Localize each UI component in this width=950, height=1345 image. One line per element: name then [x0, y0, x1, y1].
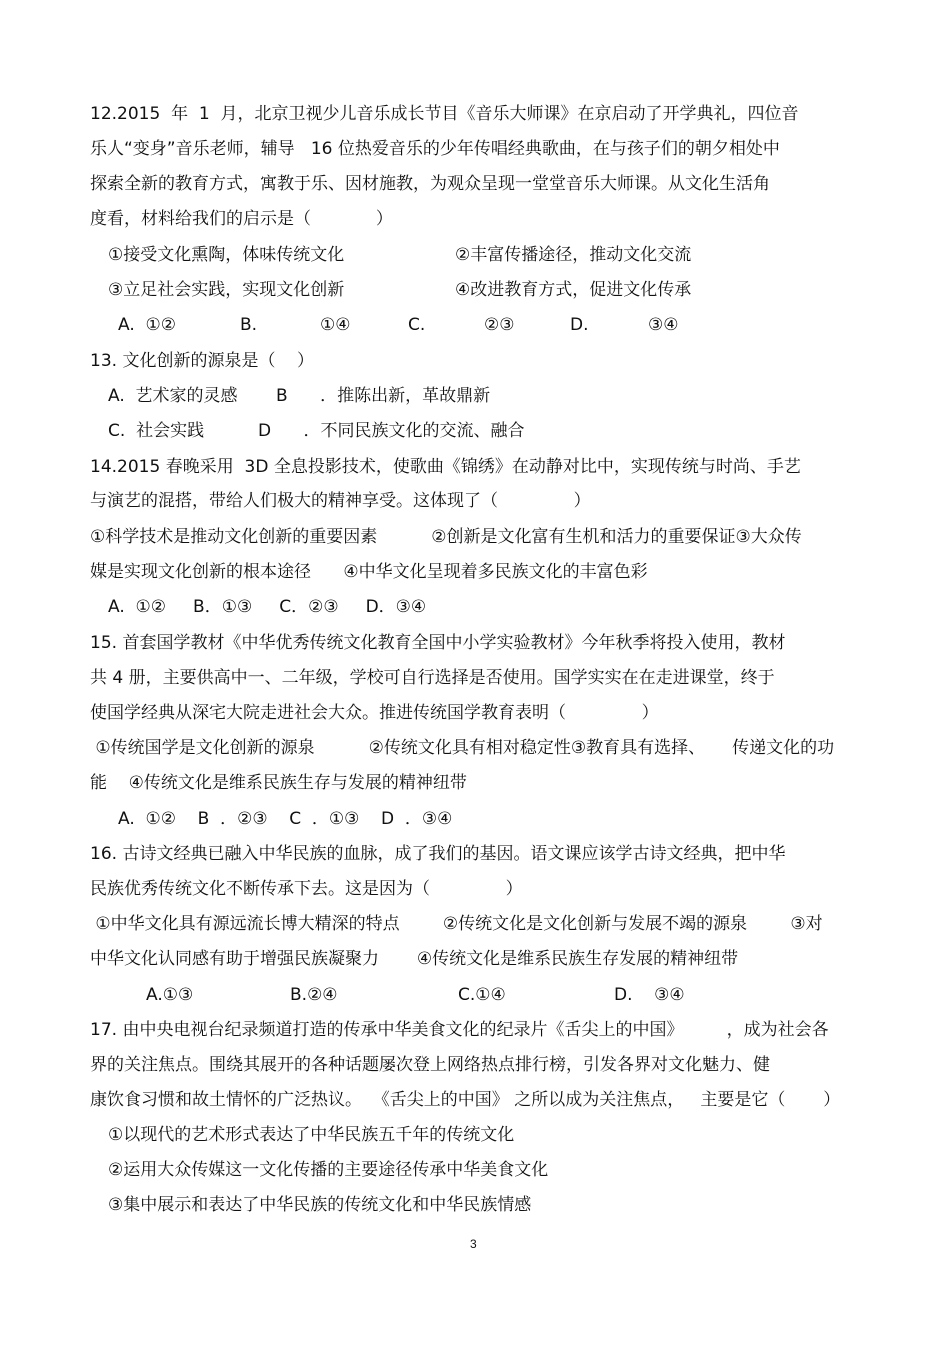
q12-option-c-value: ②③ — [484, 315, 515, 335]
q14-stem-line-2: 与演艺的混搭，带给人们极大的精神享受。这体现了（ ） — [90, 491, 591, 511]
q12-stem-line-3: 探索全新的教育方式，寓教于乐、因材施教，为观众呈现一堂堂音乐大师课。从文化生活角 — [90, 174, 770, 194]
q13-stem: 13. 文化创新的源泉是（ ） — [90, 351, 315, 371]
q15-stem-line-5: 能 ④传统文化是维系民族生存与发展的精神纽带 — [90, 773, 467, 793]
q12-statement-1: ①接受文化熏陶，体味传统文化 — [108, 245, 345, 265]
q12-stem-line-4: 度看，材料给我们的启示是（ ） — [90, 209, 393, 229]
q12-option-b-value: ①④ — [320, 315, 351, 335]
q13-option-a: A. 艺术家的灵感 — [108, 386, 238, 406]
q16-option-c: C.①④ — [458, 985, 506, 1005]
q12-option-d-value: ③④ — [648, 315, 679, 335]
q12-option-c-label: C. — [408, 315, 426, 335]
q12-option-b-label: B. — [240, 315, 258, 335]
q15-stem-line-4: ①传统国学是文化创新的源泉 ②传统文化具有相对稳定性③教育具有选择、 传递文化的功 — [90, 738, 835, 758]
q16-option-b: B.②④ — [290, 985, 338, 1005]
q15-options: A. ①② B ．②③ C ．①③ D ．③④ — [118, 809, 453, 829]
q15-stem-line-1: 15. 首套国学教材《中华优秀传统文化教育全国中小学实验教材》今年秋季将投入使用，教材 — [90, 633, 786, 653]
q12-option-a: A. ①② — [118, 315, 177, 335]
q12-statement-2: ②丰富传播途径，推动文化交流 — [455, 245, 692, 265]
q14-stem-line-3: ①科学技术是推动文化创新的重要因素 ②创新是文化富有生机和活力的重要保证③大众传 — [90, 527, 802, 547]
q13-option-d: D ．不同民族文化的交流、融合 — [258, 421, 525, 441]
q16-stem-line-2: 民族优秀传统文化不断传承下去。这是因为（ ） — [90, 879, 523, 899]
q12-stem-line-1: 12.2015 年 1 月，北京卫视少儿音乐成长节目《音乐大师课》在京启动了开学典礼，四位音 — [90, 104, 799, 124]
q17-stem-line-3: 康饮食习惯和故土情怀的广泛热议。 《舌尖上的中国》 之所以成为关注焦点， 主要是它（ ） — [90, 1090, 841, 1110]
q17-statement-3: ③集中展示和表达了中华民族的传统文化和中华民族情感 — [108, 1195, 532, 1215]
page-number: 3 — [470, 1237, 477, 1251]
q16-option-a: A.①③ — [146, 985, 194, 1005]
q17-statement-2: ②运用大众传媒这一文化传播的主要途径传承中华美食文化 — [108, 1160, 549, 1180]
q17-stem-line-2: 界的关注焦点。围绕其展开的各种话题屡次登上网络热点排行榜，引发各界对文化魅力、健 — [90, 1055, 770, 1075]
q14-stem-line-1: 14.2015 春晚采用 3D 全息投影技术，使歌曲《锦绣》在动静对比中，实现传统与时尚、手艺 — [90, 457, 801, 477]
q16-stem-line-3: ①中华文化具有源远流长博大精深的特点 ②传统文化是文化创新与发展不竭的源泉 ③对 — [90, 914, 823, 934]
q14-options: A. ①② B．①③ C．②③ D．③④ — [108, 597, 427, 617]
q12-stem-line-2: 乐人“变身”音乐老师，辅导 16 位热爱音乐的少年传唱经典歌曲，在与孩子们的朝夕相处中 — [90, 139, 780, 159]
q15-stem-line-3: 使国学经典从深宅大院走进社会大众。推进传统国学教育表明（ ） — [90, 703, 659, 723]
q17-stem-line-1: 17. 由中央电视台纪录频道打造的传承中华美食文化的纪录片《舌尖上的中国》 ，成为社会各 — [90, 1020, 829, 1040]
q12-option-d-label: D. — [570, 315, 589, 335]
q16-stem-line-1: 16. 古诗文经典已融入中华民族的血脉，成了我们的基因。语文课应该学古诗文经典，把中华 — [90, 844, 786, 864]
q13-option-c: C. 社会实践 — [108, 421, 205, 441]
q14-stem-line-4: 媒是实现文化创新的根本途径 ④中华文化呈现着多民族文化的丰富色彩 — [90, 562, 648, 582]
q13-option-b: B ．推陈出新，革故鼎新 — [276, 386, 491, 406]
q12-statement-3: ③立足社会实践，实现文化创新 — [108, 280, 345, 300]
q17-statement-1: ①以现代的艺术形式表达了中华民族五千年的传统文化 — [108, 1125, 515, 1145]
q16-stem-line-4: 中华文化认同感有助于增强民族凝聚力 ④传统文化是维系民族生存发展的精神纽带 — [90, 949, 739, 969]
q16-option-d: D. ③④ — [614, 985, 685, 1005]
q15-stem-line-2: 共 4 册，主要供高中一、二年级，学校可自行选择是否使用。国学实实在在走进课堂，终于 — [90, 668, 775, 688]
q12-statement-4: ④改进教育方式，促进文化传承 — [455, 280, 692, 300]
